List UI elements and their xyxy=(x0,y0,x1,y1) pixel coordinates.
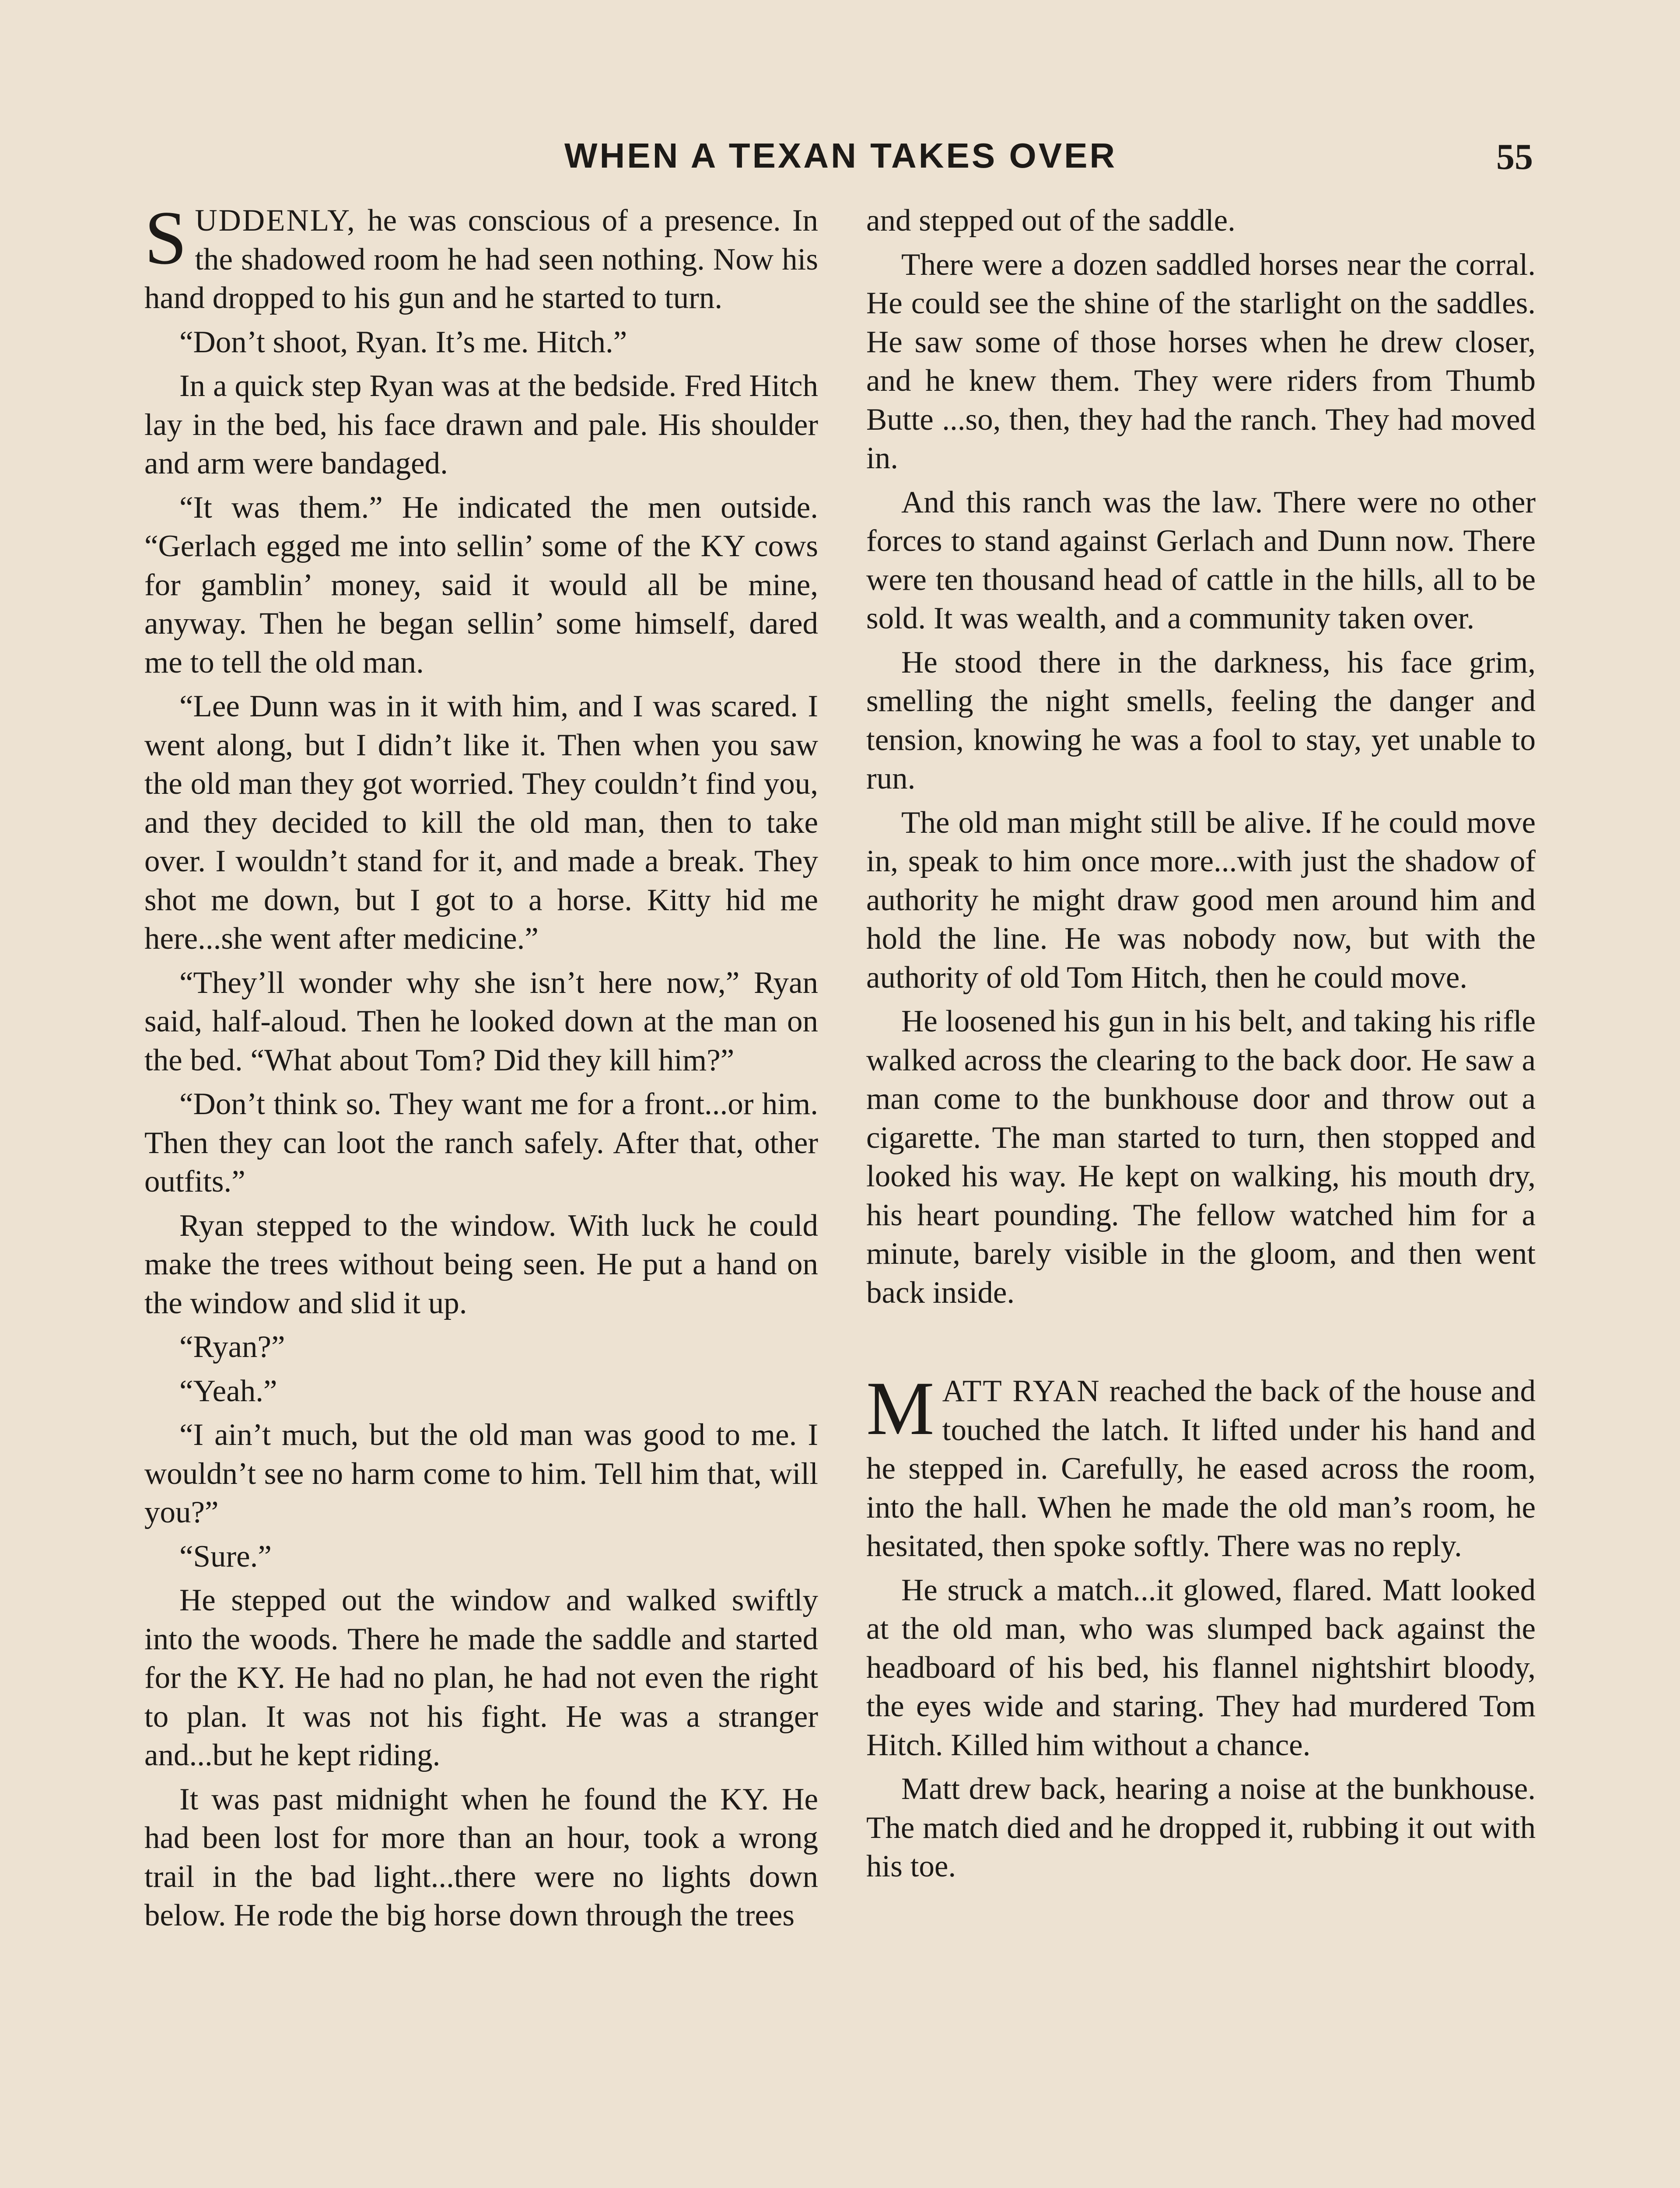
paragraph: There were a dozen saddled horses near the corral. He could see the shine of the starlight on the saddles. He saw some of those horses when he drew closer, and he knew them. They were riders from Thumb Butte ...so, then, they had the ranch. They had moved in. xyxy=(866,247,1536,475)
paragraph: “Don’t shoot, Ryan. It’s me. Hitch.” xyxy=(179,325,627,359)
paragraph-text: he was conscious of a presence. In the shadowed room he had seen nothing. Now his hand dropped to his gun and he started to turn. xyxy=(144,203,818,315)
opening-word: UDDENLY, xyxy=(195,203,356,238)
drop-cap: S xyxy=(144,195,187,280)
running-title: WHEN A TEXAN TAKES OVER xyxy=(564,136,1117,175)
paragraph: “Lee Dunn was in it with him, and I was scared. I went along, but I didn’t like it. Then when you saw the old man they got worried. They couldn’t find you, and they decided to kill the old man, then to take over. I wouldn’t stand for it, and made a break. They shot me down, but I got to a horse. Kitty hid me here...she went after medicine.” xyxy=(144,689,818,956)
paragraph: It was past midnight when he found the KY. He had been lost for more than an hour, took a wrong trail in the bad light...there were no lights down below. He rode the big horse down through the trees xyxy=(144,1782,818,1932)
page-header xyxy=(0,131,1680,184)
paragraph: “Yeah.” xyxy=(179,1374,277,1408)
paragraph: “It was them.” He indicated the men outside. “Gerlach egged me into sellin’ some of the KY cows for gamblin’ money, said it would all be mine, anyway. Then he began sellin’ some himself, dared me to tell the old man. xyxy=(144,490,818,680)
paragraph: He stood there in the darkness, his face grim, smelling the night smells, feeling the danger and tension, knowing he was a fool to stay, yet unable to run. xyxy=(866,645,1536,796)
paragraph: The old man might still be alive. If he could move in, speak to him once more...with just the shadow of authority he might draw good men around him and hold the line. He was nobody now, but with the authority of old Tom Hitch, then he could move. xyxy=(866,805,1536,995)
paragraph: Matt drew back, hearing a noise at the bunkhouse. The match died and he dropped it, rubbing it out with his toe. xyxy=(866,1772,1536,1883)
paragraph: “Sure.” xyxy=(179,1539,272,1574)
paragraph: “Ryan?” xyxy=(179,1330,285,1364)
paragraph: and stepped out of the saddle. xyxy=(866,203,1236,238)
paragraph: “They’ll wonder why she isn’t here now,” Ryan said, half-aloud. Then he looked down at the man on the bed. “What about Tom? Did they kill him?” xyxy=(144,965,818,1077)
paragraph: He stepped out the window and walked swiftly into the woods. There he made the saddle and started for the KY. He had no plan, he had not even the right to plan. It was not his fight. He was a stranger and...but he kept riding. xyxy=(144,1583,818,1772)
right-column xyxy=(866,201,1536,2188)
section-opening-paragraph xyxy=(866,1366,1536,1566)
paragraph: “Don’t think so. They want me for a front...or him. Then they can loot the ranch safely. After that, other outfits.” xyxy=(144,1087,818,1199)
paragraph: “I ain’t much, but the old man was good to me. I wouldn’t see no harm come to him. Tell him that, will you?” xyxy=(144,1418,818,1529)
opening-words: ATT RYAN xyxy=(942,1374,1101,1408)
left-column xyxy=(144,195,818,2188)
page-number: 55 xyxy=(1496,137,1533,177)
paragraph: Ryan stepped to the window. With luck he could make the trees without being seen. He put a hand on the window and slid it up. xyxy=(144,1208,818,1320)
paragraph-text: reached the back of the house and touched the latch. It lifted under his hand and he stepped in. Carefully, he eased across the room, into the hall. When he made the old man’s room, he hesitated, then spoke softly. There was no reply. xyxy=(866,1374,1536,1563)
paragraph: In a quick step Ryan was at the bedside. Fred Hitch lay in the bed, his face drawn and pale. His shoulder and arm were bandaged. xyxy=(144,369,818,480)
opening-paragraph xyxy=(144,195,818,318)
section-break xyxy=(866,1317,1536,1372)
paragraph: He loosened his gun in his belt, and taking his rifle walked across the clearing to the back door. He saw a man come to the bunkhouse door and throw out a cigarette. The man started to turn, then stopped and looked his way. He kept on walking, his mouth dry, his heart pounding. The fellow watched him for a minute, barely visible in the gloom, and then went back inside. xyxy=(866,1004,1536,1310)
paragraph: And this ranch was the law. There were no other forces to stand against Gerlach and Dunn now. There were ten thousand head of cattle in the hills, all to be sold. It was wealth, and a community taken over. xyxy=(866,485,1536,635)
paragraph: He struck a match...it glowed, flared. Matt looked at the old man, who was slumped back against the headboard of his bed, his flannel nightshirt bloody, the eyes wide and staring. They had murdered Tom Hitch. Killed him without a chance. xyxy=(866,1573,1536,1762)
drop-cap: M xyxy=(866,1366,934,1451)
